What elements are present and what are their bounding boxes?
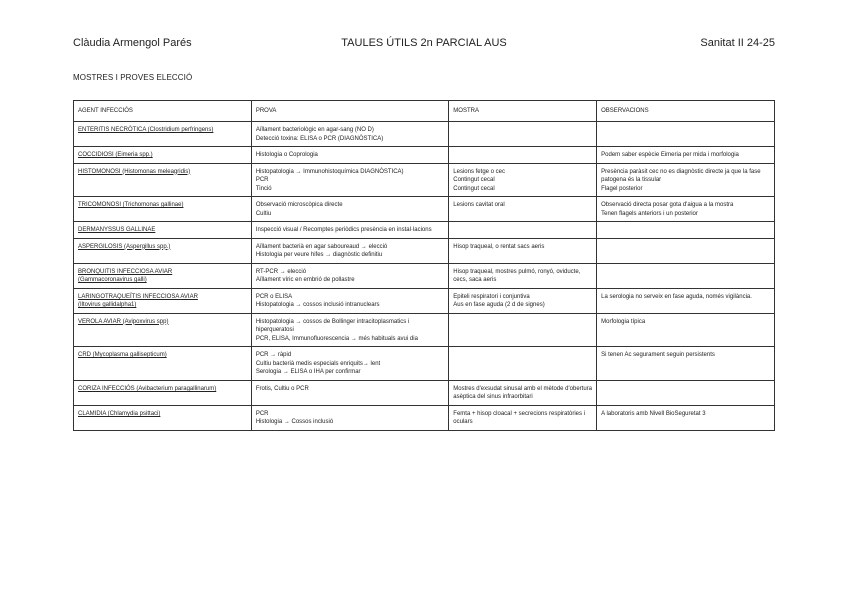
table-row <box>74 313 775 347</box>
observations-cell <box>597 222 775 239</box>
cell-line: Tinció <box>255 185 272 192</box>
cell-line: DERMANYSSUS GALLINAE <box>78 227 156 234</box>
observations-cell <box>597 163 775 197</box>
page-header <box>73 37 775 53</box>
sample-cell <box>449 222 597 239</box>
table-row <box>74 147 775 164</box>
cell-line: Frotis, Cultiu o PCR <box>255 385 309 392</box>
test-cell <box>251 122 448 147</box>
column-header-observations: OBSERVACIONS <box>597 101 775 122</box>
observations-cell <box>597 313 775 347</box>
cell-line: Aïllament bacterià en agar saboureaud → elecció <box>255 243 388 250</box>
cell-line: PCR <box>255 177 269 184</box>
cell-line: BRONQUITIS INFECCIOSA AVIAR <box>78 268 173 275</box>
table-row <box>74 405 775 430</box>
cell-line: PCR <box>255 410 269 417</box>
cell-line: Observació directa posar gota d'aigua a la mostra <box>601 202 734 209</box>
cell-line: Femta + hisop cloacal + secrecions respiratòries i oculars <box>453 410 586 426</box>
agent-cell <box>74 313 252 347</box>
test-cell <box>251 380 448 405</box>
document-title: TAULES ÚTILS 2n PARCIAL AUS <box>341 37 507 49</box>
cell-line: Inspecció visual / Recomptes periòdics presència en instal·lacions <box>255 227 432 234</box>
column-header-agent: AGENT INFECCIÓS <box>74 101 252 122</box>
cell-line: (Iltovirus gallidalpha1) <box>78 302 137 309</box>
table-row <box>74 163 775 197</box>
test-cell <box>251 147 448 164</box>
agent-cell <box>74 122 252 147</box>
cell-line: RT-PCR → elecció <box>255 268 307 275</box>
cell-line: CRD (Mycoplasma gallisepticum) <box>78 352 167 359</box>
cell-line: Si tenen Ac segurament seguin persistents <box>601 352 715 359</box>
author-name: Clàudia Armengol Parés <box>73 37 192 49</box>
agent-cell <box>74 163 252 197</box>
agent-cell <box>74 347 252 381</box>
cell-line: Tenen flagels anteriors i un posterior <box>601 210 698 217</box>
agent-cell <box>74 405 252 430</box>
agent-cell <box>74 288 252 313</box>
table-row <box>74 222 775 239</box>
observations-cell <box>597 147 775 164</box>
sample-cell <box>449 122 597 147</box>
test-cell <box>251 238 448 263</box>
cell-line: Contingut cecal <box>453 177 495 184</box>
cell-line: A laboratoris amb Nivell BioSeguretat 3 <box>601 410 706 417</box>
sample-cell <box>449 163 597 197</box>
section-title: MOSTRES I PROVES ELECCIÓ <box>73 73 193 82</box>
cell-line: Observació microscòpica directe <box>255 202 343 209</box>
test-cell <box>251 313 448 347</box>
table-row <box>74 347 775 381</box>
observations-cell <box>597 380 775 405</box>
cell-line: LARINGOTRAQUEÏTIS INFECCIOSA AVIAR <box>78 293 198 300</box>
table-header-row <box>74 101 775 122</box>
sample-cell <box>449 313 597 347</box>
cell-line: ENTERITIS NECRÒTICA (Clostridium perfringens) <box>78 127 214 133</box>
cell-line: PCR → ràpid <box>255 352 292 359</box>
table-body <box>74 122 775 431</box>
cell-line: Hisop traqueal, o rentat sacs aeris <box>453 243 545 250</box>
agent-cell <box>74 222 252 239</box>
observations-cell <box>597 405 775 430</box>
cell-line: Detecció toxina: ELISA o PCR (DIAGNÒSTICA) <box>255 135 384 142</box>
cell-line: Morfologia típica <box>601 318 646 325</box>
cell-line: Podem saber espècie Eimeria per mida i morfologia <box>601 152 739 159</box>
test-cell <box>251 197 448 222</box>
sample-cell <box>449 197 597 222</box>
cell-line: Histopatologia → cossos inclusió intranuclears <box>255 302 380 309</box>
table-row <box>74 197 775 222</box>
cell-line: Cultiu <box>255 210 272 217</box>
table-row <box>74 122 775 147</box>
cell-line: VEROLA AVIAR (Avipoxvirus spp) <box>78 318 169 325</box>
cell-line: Epiteli respiratori i conjuntiva <box>453 293 530 300</box>
sample-cell <box>449 263 597 288</box>
cell-line: COCCIDIOSI (Eimeria spp.) <box>78 152 153 159</box>
cell-line: Histologia o Coprologia <box>255 152 318 159</box>
course-label: Sanitat II 24-25 <box>700 37 775 49</box>
cell-line: Presència paràsit cec no es diagnòstic directe ja que la fase patogena és la tissular <box>601 168 761 184</box>
table-row <box>74 263 775 288</box>
cell-line: Lesions fetge o cec <box>453 168 505 175</box>
cell-line: HISTOMONOSI (Histomonas meleagridis) <box>78 168 191 175</box>
cell-line: Histologia → Cossos inclusió <box>255 419 334 426</box>
cell-line: ASPERGILOSIS (Aspergillus spp.) <box>78 243 171 250</box>
cell-line: (Gammacoronavirus galli) <box>78 277 147 284</box>
test-cell <box>251 405 448 430</box>
observations-cell <box>597 122 775 147</box>
agent-cell <box>74 380 252 405</box>
observations-cell <box>597 197 775 222</box>
observations-cell <box>597 288 775 313</box>
sample-cell <box>449 380 597 405</box>
table-row <box>74 238 775 263</box>
cell-line: CLAMIDIA (Chlamydia psittaci) <box>78 410 161 417</box>
cell-line: Histologia per veure hifes → diagnòstic definitiu <box>255 252 383 259</box>
agent-cell <box>74 147 252 164</box>
cell-line: La serologia no serveix en fase aguda, només vigilància. <box>601 293 752 300</box>
cell-line: PCR, ELISA, Immunofluorescencia → més habituals avui dia <box>255 335 418 342</box>
cell-line: Cultiu bacterià medis especials enriquits→ lent <box>255 360 381 367</box>
observations-cell <box>597 238 775 263</box>
observations-cell <box>597 263 775 288</box>
test-cell <box>251 222 448 239</box>
cell-line: Lesions cavitat oral <box>453 202 505 209</box>
cell-line: Serologia → ELISA o IHA per confirmar <box>255 369 361 376</box>
cell-line: CORIZA INFECCIÓS (Avibacterium paragallinarum) <box>78 385 217 392</box>
test-cell <box>251 263 448 288</box>
table-row <box>74 380 775 405</box>
cell-line: Aïllament bacteriològic en agar-sang (NO D) <box>255 127 374 133</box>
cell-line: Aus en fase aguda (2 d de signes) <box>453 302 545 309</box>
sample-cell <box>449 238 597 263</box>
observations-cell <box>597 347 775 381</box>
cell-line: Flagel posterior <box>601 185 643 192</box>
cell-line: Aïllament víric en embrió de pollastre <box>255 277 355 284</box>
column-header-sample: MOSTRA <box>449 101 597 122</box>
cell-line: TRICOMONOSI (Trichomonas gallinae) <box>78 202 184 209</box>
test-cell <box>251 163 448 197</box>
sample-cell <box>449 288 597 313</box>
agent-cell <box>74 238 252 263</box>
sample-cell <box>449 147 597 164</box>
sample-cell <box>449 347 597 381</box>
table-row <box>74 288 775 313</box>
sample-cell <box>449 405 597 430</box>
cell-line: Histopatologia → cossos de Bollinger intracitoplasmatics i hiperqueratosi <box>255 318 410 334</box>
cell-line: Contingut cecal <box>453 185 495 192</box>
cell-line: Mostres d'exsudat sinusal amb el mètode d'obertura asèptica del sinus infraorbitari <box>453 385 592 401</box>
cell-line: PCR o ELISA <box>255 293 293 300</box>
tests-table <box>73 100 775 431</box>
test-cell <box>251 347 448 381</box>
cell-line: Histopatologia → Immunohistoquímica DIAGNÒSTICA) <box>255 168 404 175</box>
column-header-test: PROVA <box>251 101 448 122</box>
agent-cell <box>74 263 252 288</box>
cell-line: Hisop traqueal, mostres pulmó, ronyó, oviducte, cecs, saca aeris <box>453 268 581 284</box>
test-cell <box>251 288 448 313</box>
agent-cell <box>74 197 252 222</box>
